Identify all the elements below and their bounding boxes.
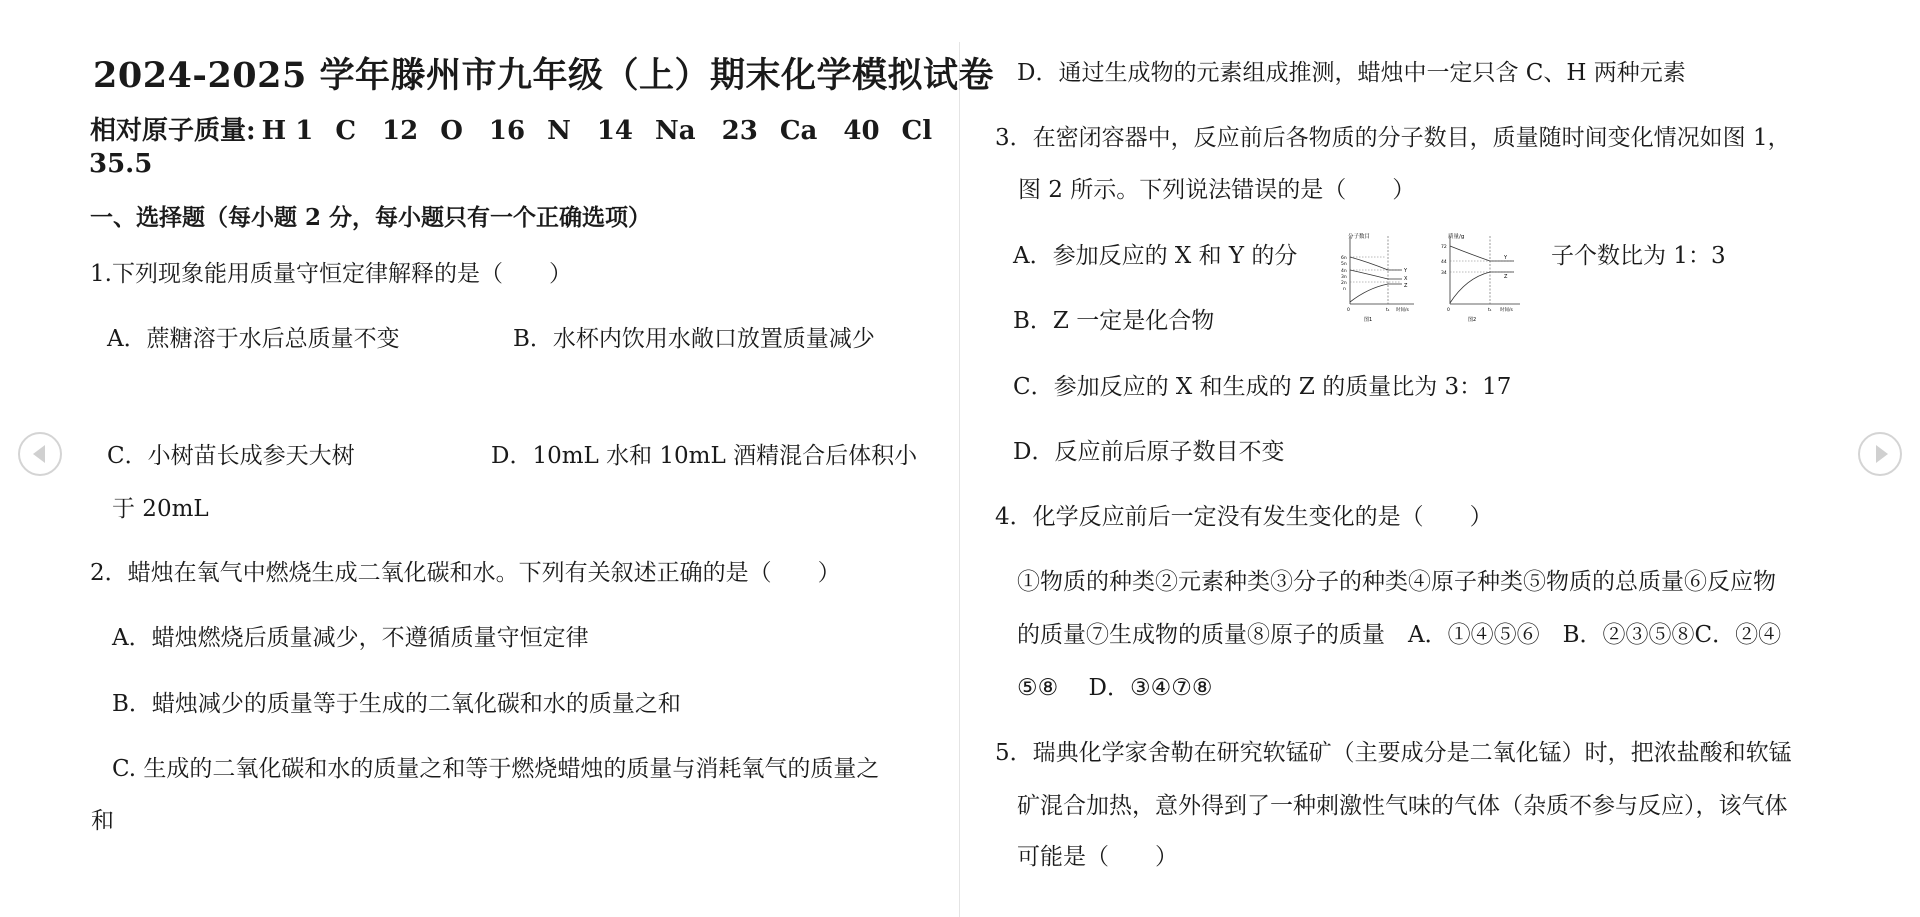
previous-page-button[interactable] (18, 432, 62, 476)
q3-stem: 3．在密闭容器中，反应前后各物质的分子数目，质量随时间变化情况如图 1， (995, 125, 1791, 151)
fig1-t1: t₁ (1386, 308, 1390, 313)
fig2-origin: 0 (1447, 308, 1450, 313)
figure-2 (1441, 232, 1520, 323)
mass-h: H 1 (261, 116, 314, 146)
q1-option-b[interactable]: B．水杯内饮用水敞口放置质量减少 (513, 326, 875, 352)
fig1-series-x: X (1404, 276, 1408, 282)
q2-stem: 2．蜡烛在氧气中燃烧生成二氧化碳和水。下列有关叙述正确的是（ ） (90, 560, 841, 586)
next-page-button[interactable] (1858, 432, 1902, 476)
fig1-ytick-5n: 5n (1341, 262, 1347, 267)
fig1-ytick-2n: 2n (1341, 281, 1347, 286)
atomic-mass-line (90, 110, 932, 147)
mass-n: N 14 (547, 116, 634, 146)
q3-option-d[interactable]: D．反应前后原子数目不变 (1013, 439, 1285, 465)
fig1-ytick-6n: 6n (1341, 256, 1347, 261)
mass-na: Na 23 (655, 116, 758, 146)
q1-option-d-cont: 于 20mL (112, 496, 209, 522)
figure-1 (1341, 232, 1414, 323)
q5-line-2: 矿混合加热，意外得到了一种刺激性气味的气体（杂质不参与反应），该气体 (1017, 793, 1788, 819)
q3-figures (1340, 232, 1526, 324)
q1-option-d[interactable]: D．10mL 水和 10mL 酒精混合后体积小 (491, 443, 918, 469)
q3-option-a-cont: 子个数比为 1：3 (1551, 243, 1726, 269)
fig1-ytick-n: n (1343, 287, 1346, 292)
mass-o: O 16 (440, 116, 526, 146)
q5-line-3: 可能是（ ） (1017, 844, 1178, 870)
fig1-origin: 0 (1347, 308, 1350, 313)
q2-option-b[interactable]: B．蜡烛减少的质量等于生成的二氧化碳和水的质量之和 (112, 691, 681, 717)
fig2-ytick-72: 72 (1441, 245, 1447, 250)
fig2-series-z: Z (1504, 274, 1508, 280)
chevron-right-icon (1876, 445, 1888, 463)
fig1-xlabel: 时间/s (1396, 308, 1409, 313)
fig1-ylabel: 分子数目 (1348, 234, 1371, 240)
chevron-left-icon (33, 445, 45, 463)
q3-option-b[interactable]: B．Z 一定是化合物 (1013, 308, 1215, 334)
section-title: 一、选择题（每小题 2 分，每小题只有一个正确选项） (90, 204, 652, 231)
fig2-xlabel: 时间/s (1500, 308, 1513, 313)
fig2-ytick-34: 34 (1441, 271, 1447, 276)
atomic-mass-cont: 35.5 (89, 149, 153, 179)
fig1-ytick-3n: 3n (1341, 275, 1347, 280)
mass-ca: Ca 40 (779, 116, 880, 146)
mass-cl: Cl (901, 116, 933, 146)
q1-stem: 1.下列现象能用质量守恒定律解释的是（ ） (90, 261, 572, 287)
fig1-curve-x (1350, 270, 1402, 279)
fig1-caption: 图1 (1364, 317, 1373, 323)
q2-option-a[interactable]: A．蜡烛燃烧后质量减少，不遵循质量守恒定律 (112, 625, 589, 651)
q2-option-c[interactable]: C. 生成的二氧化碳和水的质量之和等于燃烧蜡烛的质量与消耗氧气的质量之 (112, 756, 880, 782)
q2-option-c-cont: 和 (91, 808, 114, 834)
fig2-series-y: Y (1504, 255, 1508, 261)
q1-option-c[interactable]: C．小树苗长成参天大树 (107, 443, 355, 469)
q4-line-3: ⑤⑧ D．③④⑦⑧ (1017, 675, 1213, 701)
fig2-ylabel: 质量/g (1448, 234, 1465, 240)
page-divider (959, 42, 960, 917)
q4-line-1: ①物质的种类②元素种类③分子的种类④原子种类⑤物质的总质量⑥反应物 (1017, 569, 1776, 595)
q2-option-d[interactable]: D．通过生成物的元素组成推测，蜡烛中一定只含 C、H 两种元素 (1017, 60, 1686, 86)
fig2-ytick-44: 44 (1441, 260, 1447, 265)
atomic-mass-label: 相对原子质量: (90, 116, 256, 146)
fig1-series-z: Z (1404, 283, 1408, 289)
mass-c: C 12 (335, 116, 419, 146)
fig1-series-y: Y (1404, 268, 1408, 274)
q4-stem: 4．化学反应前后一定没有发生变化的是（ ） (995, 504, 1493, 530)
q3-option-a[interactable]: A．参加反应的 X 和 Y 的分 (1013, 243, 1298, 269)
exam-title: 2024-2025 学年滕州市九年级（上）期末化学模拟试卷 (93, 55, 995, 96)
q4-line-2: 的质量⑦生成物的质量⑧原子的质量 A．①④⑤⑥ B．②③⑤⑧C．②④ (1017, 622, 1782, 648)
q5-line-1: 5．瑞典化学家舍勒在研究软锰矿（主要成分是二氧化锰）时，把浓盐酸和软锰 (995, 740, 1792, 766)
fig1-curve-y (1350, 257, 1402, 270)
fig2-t1: t₁ (1488, 308, 1492, 313)
fig2-caption: 图2 (1468, 317, 1477, 323)
q3-stem-cont: 图 2 所示。下列说法错误的是（ ） (1018, 177, 1416, 203)
fig1-curve-z (1350, 284, 1402, 302)
q3-option-c[interactable]: C．参加反应的 X 和生成的 Z 的质量比为 3：17 (1013, 374, 1512, 400)
fig1-ytick-4n: 4n (1341, 269, 1347, 274)
q1-option-a[interactable]: A．蔗糖溶于水后总质量不变 (107, 326, 400, 352)
